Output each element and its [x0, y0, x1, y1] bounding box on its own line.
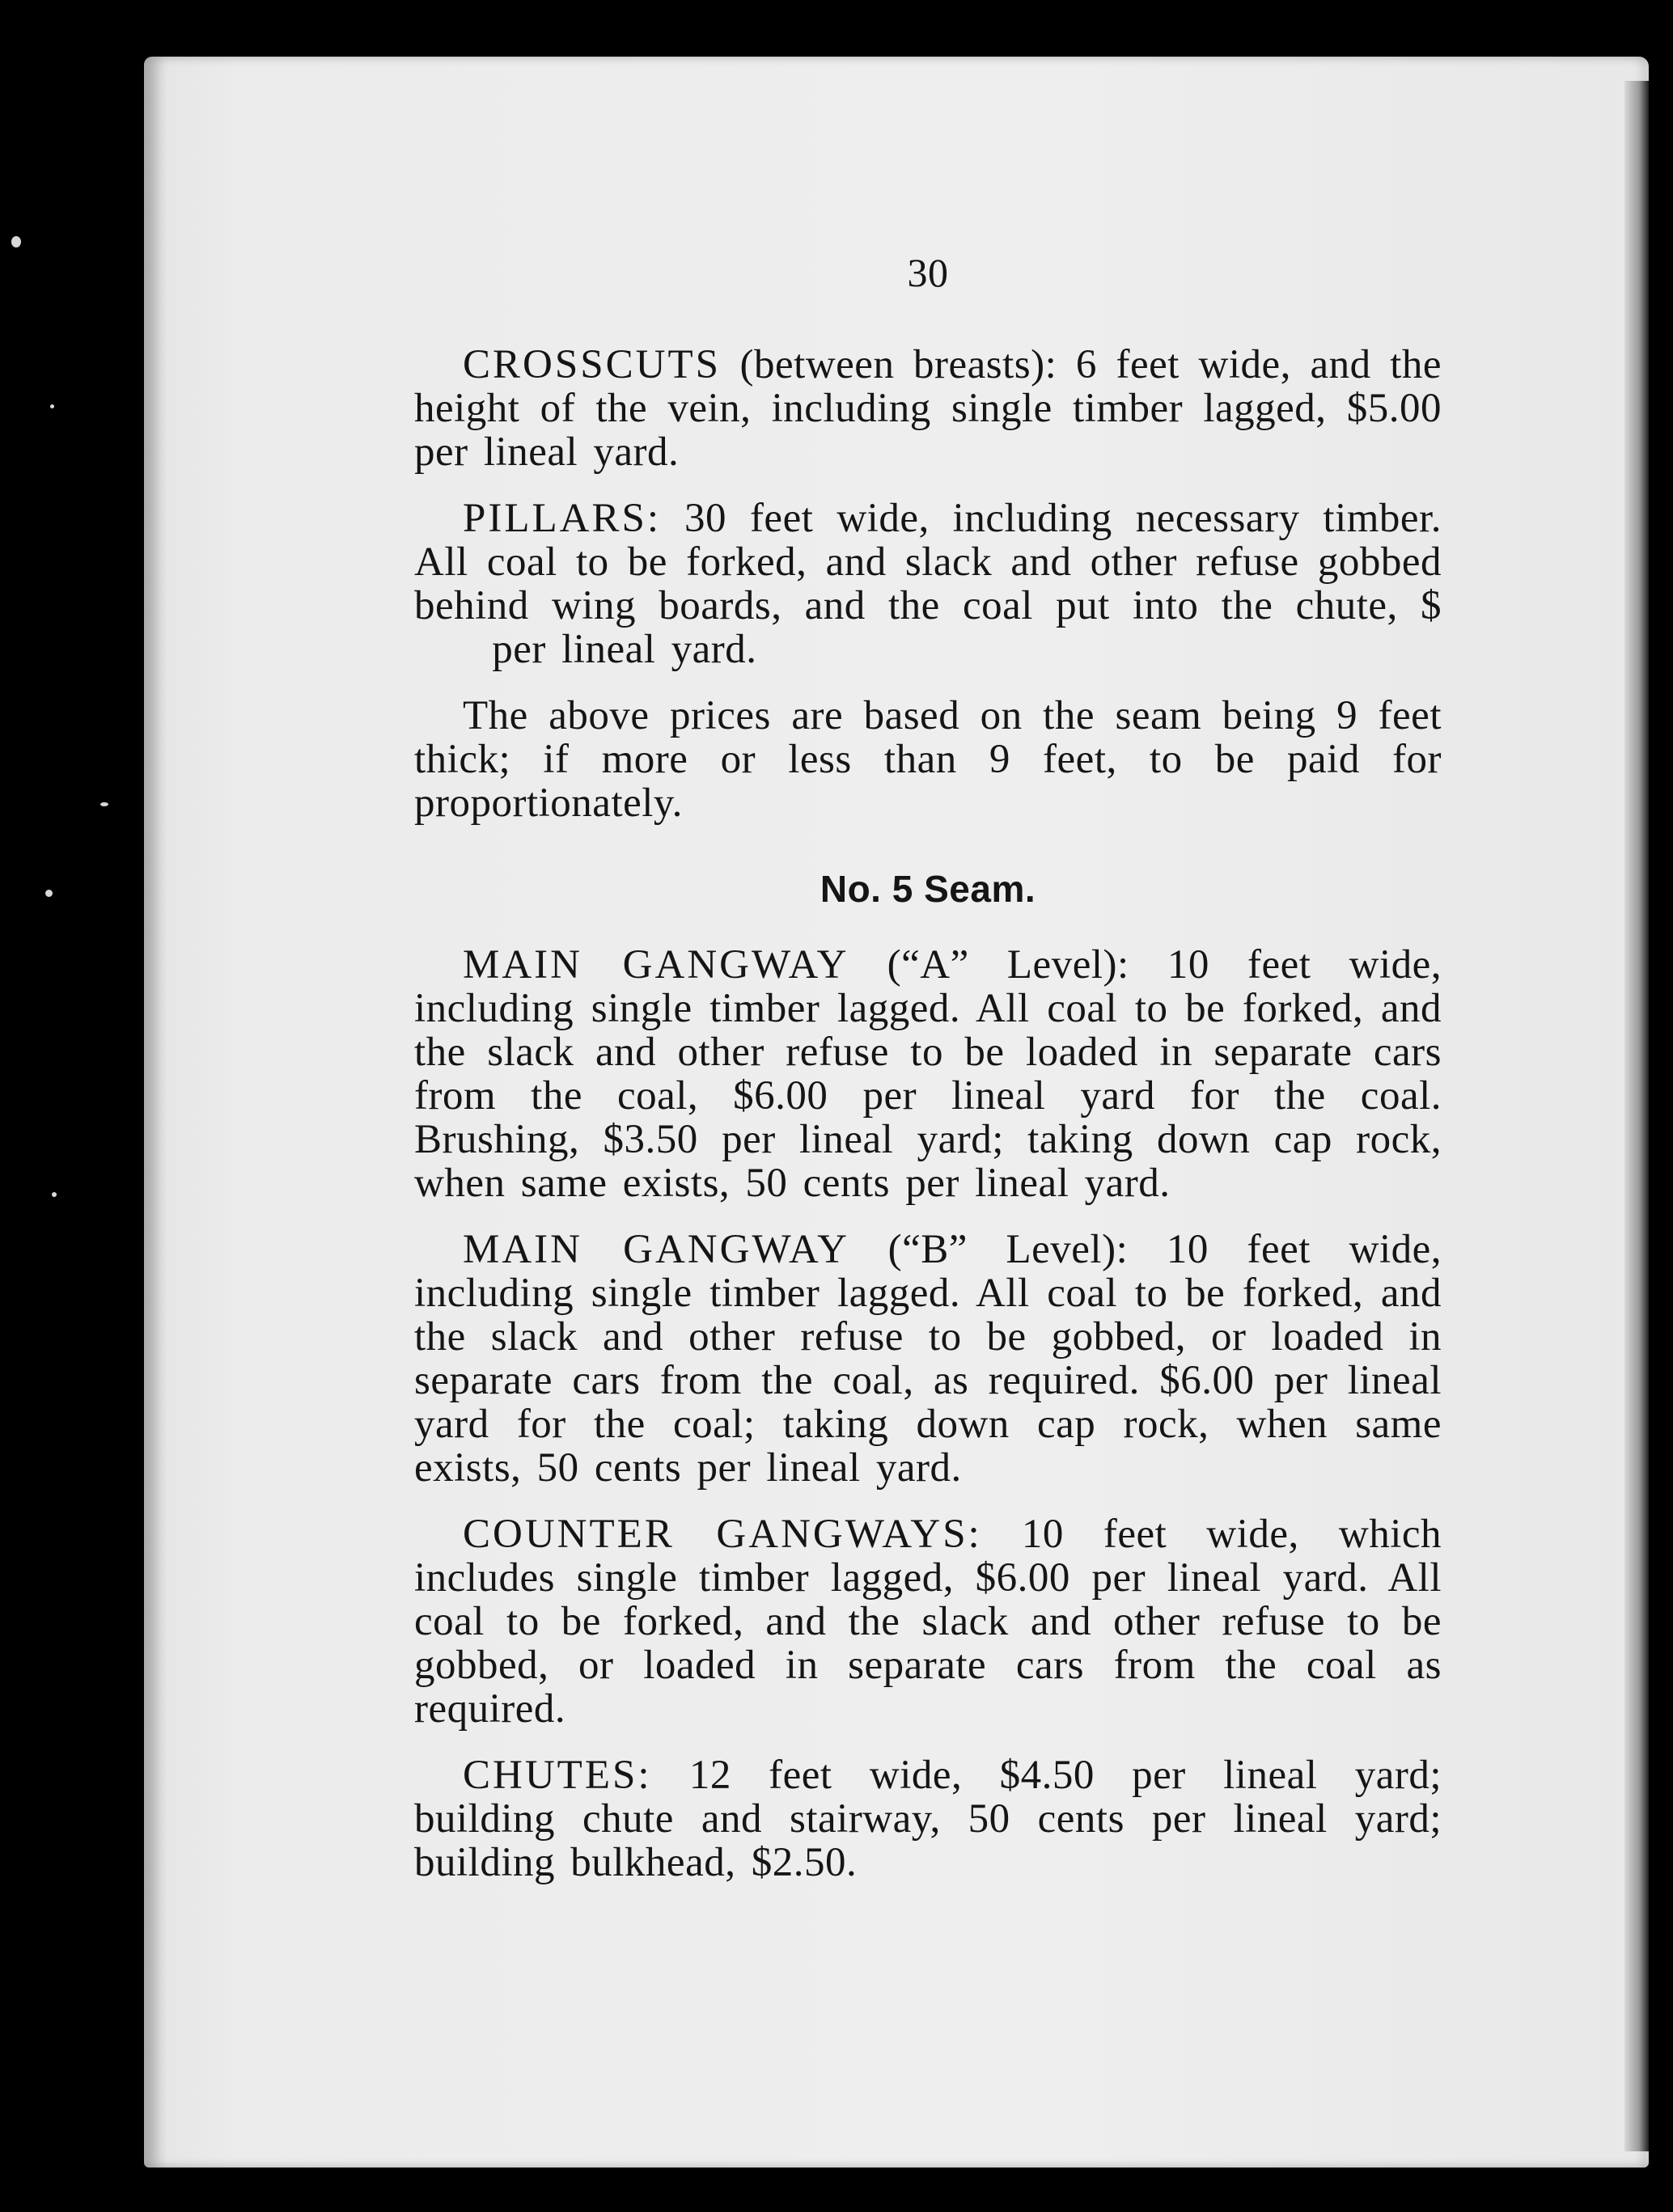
scan-speck [11, 236, 21, 247]
paragraph-body: 10 feet wide, which includes single timber lagged, $6.00 per lineal yard. All coal to be forked, and the slack and other refuse to be gobbed, or loaded in separate cars from the coal as required. [414, 1512, 1442, 1732]
paragraph-main-gangway-b [414, 1228, 1442, 1490]
paragraph-pillars [414, 497, 1442, 671]
scan-speck [50, 404, 54, 408]
paragraph-body: 30 feet wide, including necessary timber. All coal to be forked, and slack and other refuse gobbed behind wing boards, and the coal put into the chute, $ per lineal yard. [414, 496, 1442, 672]
page-text [414, 243, 1442, 1907]
scan-speck [45, 890, 53, 897]
paragraph-heading: CROSSCUTS [463, 342, 721, 387]
paragraph-heading: COUNTER GANGWAYS: [463, 1512, 982, 1557]
paragraph-body: 12 feet wide, $4.50 per lineal yard; building chute and stairway, 50 cents per lineal yard; building bulkhead, $2.50. [414, 1753, 1442, 1885]
paragraph-heading: MAIN GANGWAY [463, 1227, 849, 1272]
paragraph-crosscuts [414, 343, 1442, 474]
section-heading: No. 5 Seam. [820, 868, 1036, 910]
paragraph-main-gangway-a [414, 943, 1442, 1205]
page-edge [1624, 81, 1649, 2151]
paragraph-body: (“B” Level): 10 feet wide, including single timber lagged. All coal to be forked, and the slack and other refuse to be gobbed, or loaded in separate cars from the coal, as required. $6.00 per lineal yard for the coal; taking down cap rock, when same exists, 50 cents per lineal yard. [414, 1227, 1442, 1491]
scan-speck [52, 1192, 57, 1197]
paragraph-body: The above prices are based on the seam being 9 feet thick; if more or less than 9 feet, to be paid for proportionately. [414, 693, 1442, 826]
paragraph-chutes [414, 1753, 1442, 1884]
paragraph-counter-gangways [414, 1512, 1442, 1731]
paragraph-price-note [414, 694, 1442, 825]
paragraph-heading: CHUTES: [463, 1753, 652, 1798]
page-number: 30 [907, 250, 949, 295]
paragraph-body: (“A” Level): 10 feet wide, including single timber lagged. All coal to be forked, and the slack and other refuse to be loaded in separate cars from the coal, $6.00 per lineal yard for the coal. Brushing, $3.50 per lineal yard; taking down cap rock, when same exists, 50 cents per lineal yard. [414, 942, 1442, 1206]
paragraph-body: (between breasts): 6 feet wide, and the height of the vein, including single timber lagged, $5.00 per lineal yard. [414, 342, 1442, 475]
paragraph-heading: MAIN GANGWAY [463, 942, 849, 988]
scan-speck [100, 802, 108, 806]
paragraph-heading: PILLARS: [463, 496, 662, 541]
